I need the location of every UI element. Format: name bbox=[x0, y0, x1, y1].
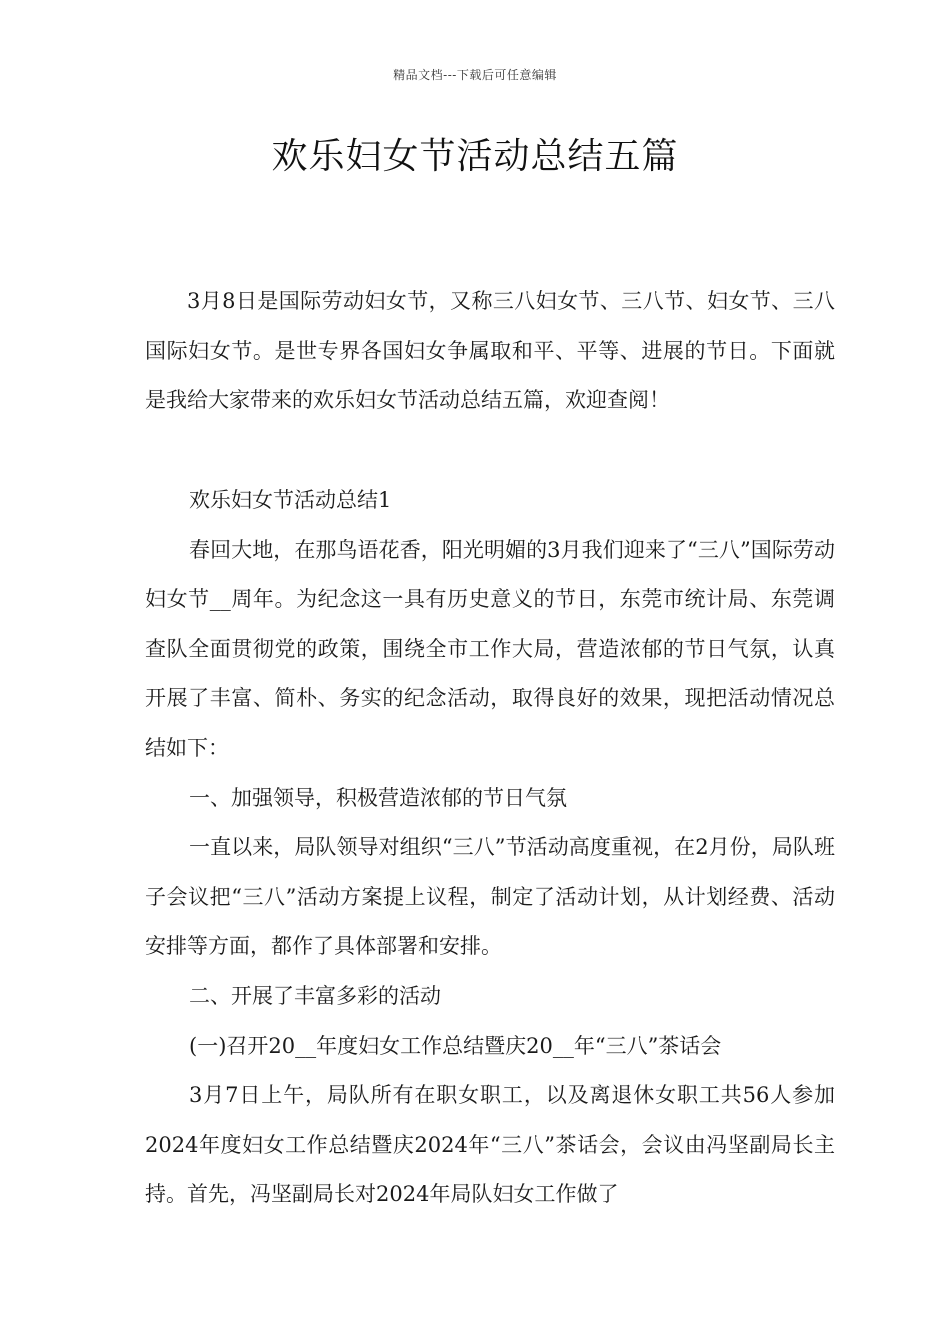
page-title: 欢乐妇女节活动总结五篇 bbox=[271, 136, 679, 177]
subheading-activities: 二、开展了丰富多彩的活动 bbox=[189, 983, 441, 1008]
section-heading-1: 欢乐妇女节活动总结1 bbox=[189, 488, 392, 512]
paragraph-tea-party: 3月7日上午，局队所有在职女职工，以及离退休女职工共56人参加2024年度妇女工作总结暨庆2024年“三八”茶话会，会议由冯坚副局长主持。首先，冯坚副局长对2024年局队妇女工作做了 bbox=[145, 1083, 835, 1207]
subheading-tea-party: (一)召开20__年度妇女工作总结暨庆20__年“三八”茶话会 bbox=[189, 1033, 722, 1058]
subheading-leadership: 一、加强领导，积极营造浓郁的节日气氛 bbox=[189, 785, 567, 810]
paragraph-spring: 春回大地，在那鸟语花香，阳光明媚的3月我们迎来了“三八”国际劳动妇女节__周年。为纪念这一具有历史意义的节日，东莞市统计局、东莞调查队全面贯彻党的政策，围绕全市工作大局，营造浓郁的节日气氛，认真开展了丰富、简朴、务实的纪念活动，取得良好的效果，现把活动情况总结如下： bbox=[145, 537, 835, 760]
header-note: 精品文档---下载后可任意编辑 bbox=[393, 68, 557, 82]
intro-paragraph: 3月8日是国际劳动妇女节，又称三八妇女节、三八节、妇女节、三八国际妇女节。是世专界各国妇女争属取和平、平等、进展的节日。下面就是我给大家带来的欢乐妇女节活动总结五篇，欢迎查阅！ bbox=[145, 289, 835, 413]
document-body bbox=[145, 476, 835, 1220]
paragraph-leadership: 一直以来，局队领导对组织“三八”节活动高度重视，在2月份，局队班子会议把“三八”活动方案提上议程，制定了活动计划，从计划经费、活动安排等方面，都作了具体部署和安排。 bbox=[145, 835, 835, 959]
